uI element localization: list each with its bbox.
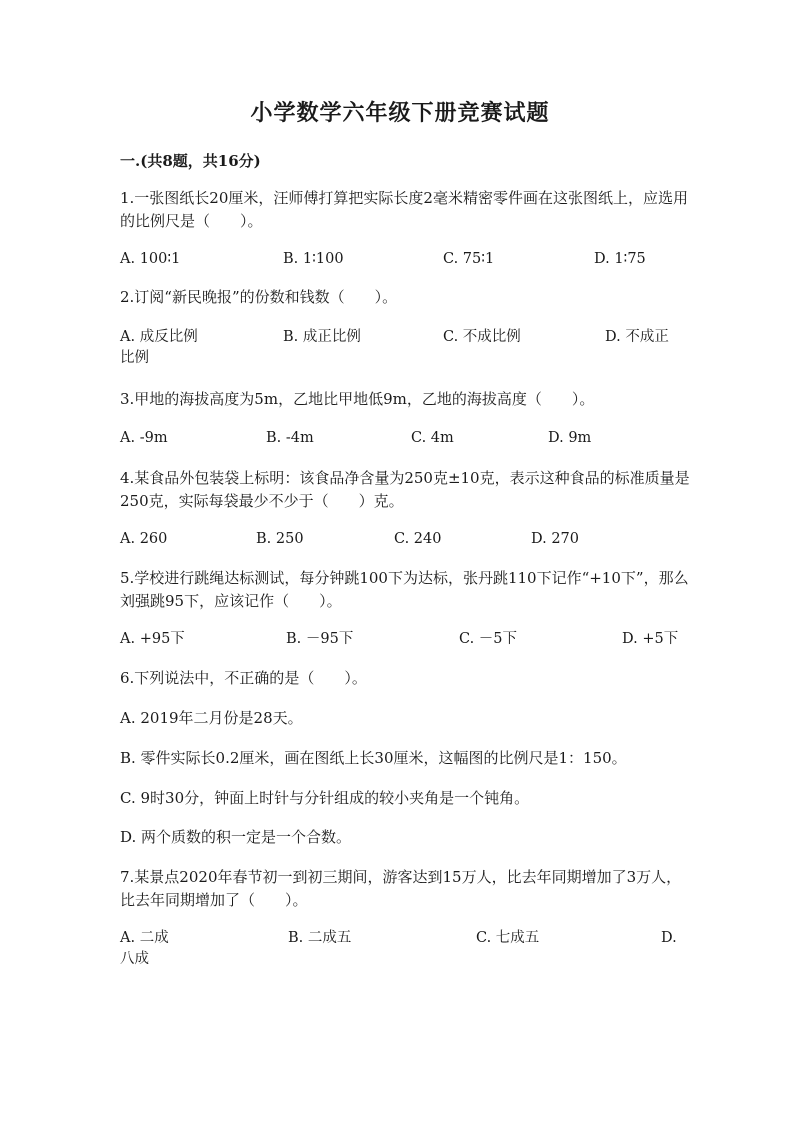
option-c[interactable]: C. －5下 <box>459 631 518 647</box>
option-b[interactable]: B. 250 <box>256 531 304 547</box>
option-c[interactable]: C. 不成比例 <box>443 329 521 345</box>
question-7-stem: 7.某景点2020年春节初一到初三期间，游客达到15万人，比去年同期增加了3万人，比去年同期增加了（ ）。 <box>120 868 682 909</box>
option-c[interactable]: C. 4m <box>411 430 454 446</box>
statement-c[interactable]: C. 9时30分，钟面上时针与分针组成的较小夹角是一个钝角。 <box>120 789 530 807</box>
question-6-stem: 6.下列说法中，不正确的是（ ）。 <box>120 669 367 687</box>
question-7-options <box>120 928 680 972</box>
question-2-options <box>120 327 680 371</box>
option-a[interactable]: A. 260 <box>120 531 168 547</box>
option-a[interactable]: A. -9m <box>120 430 168 446</box>
option-d[interactable]: D. 1∶75 <box>594 251 646 267</box>
option-d-continuation: 比例 <box>120 350 149 366</box>
option-b[interactable]: B. －95下 <box>286 631 354 647</box>
option-d[interactable]: D. 9m <box>548 430 592 446</box>
option-c[interactable]: C. 240 <box>394 531 442 547</box>
question-5-stem: 5.学校进行跳绳达标测试，每分钟跳100下为达标，张丹跳110下记作“+10下”，那么刘强跳95下，应该记作（ ）。 <box>120 569 689 610</box>
page-title: 小学数学六年级下册竞赛试题 <box>250 100 550 126</box>
option-d[interactable]: D. +5下 <box>622 631 679 647</box>
question-1-stem: 1.一张图纸长20厘米，汪师傅打算把实际长度2毫米精密零件画在这张图纸上，应选用的比例尺是（ ）。 <box>120 189 688 230</box>
option-a[interactable]: A. 100∶1 <box>120 251 181 267</box>
statement-d[interactable]: D. 两个质数的积一定是一个合数。 <box>120 828 352 846</box>
statement-b[interactable]: B. 零件实际长0.2厘米，画在图纸上长30厘米，这幅图的比例尺是1：150。 <box>120 749 627 767</box>
option-d[interactable]: D. <box>661 930 677 946</box>
question-3-options <box>120 428 680 472</box>
section-heading: 一.(共8题，共16分) <box>120 152 261 170</box>
statement-a[interactable]: A. 2019年二月份是28天。 <box>120 709 303 727</box>
option-a[interactable]: A. +95下 <box>120 631 185 647</box>
question-2-stem: 2.订阅“新民晚报”的份数和钱数（ ）。 <box>120 288 398 306</box>
question-3-stem: 3.甲地的海拔高度为5m，乙地比甲地低9m，乙地的海拔高度（ ）。 <box>120 390 595 408</box>
option-b[interactable]: B. -4m <box>266 430 314 446</box>
option-d[interactable]: D. 270 <box>531 531 580 547</box>
option-a[interactable]: A. 二成 <box>120 930 169 946</box>
option-a[interactable]: A. 成反比例 <box>120 329 198 345</box>
option-b[interactable]: B. 成正比例 <box>283 329 361 345</box>
option-c[interactable]: C. 七成五 <box>476 930 540 946</box>
option-d[interactable]: D. 不成正 <box>605 329 669 345</box>
option-b[interactable]: B. 1∶100 <box>283 251 344 267</box>
option-d-continuation: 八成 <box>120 951 149 967</box>
question-4-stem: 4.某食品外包装袋上标明：该食品净含量为250克±10克，表示这种食品的标准质量是250克，实际每袋最少不少于（ ）克。 <box>120 469 690 510</box>
option-c[interactable]: C. 75∶1 <box>443 251 495 267</box>
option-b[interactable]: B. 二成五 <box>288 930 352 946</box>
